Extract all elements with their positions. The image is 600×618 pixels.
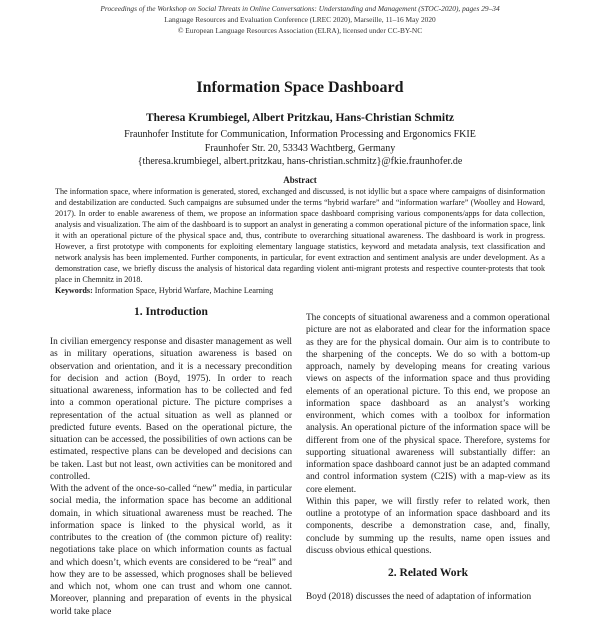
header-line-conference: Language Resources and Evaluation Conference (LREC 2020), Marseille, 11–16 May 2020 [164,15,436,24]
keywords-label: Keywords: [55,286,93,295]
keywords-text: Information Space, Hybrid Warfare, Machine Learning [94,286,274,295]
proceedings-header [60,3,540,36]
left-column [50,336,292,618]
abstract-text: The information space, where information is generated, stored, exchanged and discussed, is not idyllic but a space where campaigns of disinformation and destabilization are conducted. Such campaigns are subsumed under the terms “hybrid warfare” and “information warfare” (Woolley and Howard, 2017). In order to enable awareness of them, we propose an information space dashboard comprising various components/apps for data collection, analysis and visualization. The aim of the dashboard is to support an analyst in generating a common operational picture of the information space, link it with an operational picture of the physical space and, thus, contribute to overarching situational awareness. The dashboard is work in progress. However, a first prototype with components for exploiting elementary language statistics, keyword and metadata analysis, text classification and network analysis has been implemented. Further components, in particular, for event extraction and sentiment analysis are under development. As a demonstration case, we briefly discuss the analysis of historical data regarding violent anti-migrant protests and respective counter-protests that took place in Chemnitz in 2018. [55,187,545,284]
affiliation-institute: Fraunhofer Institute for Communication, Information Processing and Ergonomics FKIE [124,129,476,140]
right-column [306,312,550,603]
intro-paragraph-1: In civilian emergency response and disaster management as well as in military operations, situation awareness is based on observation and orientation, and it is a necessary precondition for decision and action (Boyd, 1975). In order to reach situational awareness, information has to be collected and fed into a common operational picture. The picture comprises a representation of the actual situation as well as planned or predicted future events. Based on the operational picture, the situation can be accessed, the possibilities of own actions can be estimated, respective plans can be developed and decisions can be taken. Last but not least, own activities can be monitored and controlled. [50,337,292,482]
header-line-license: © European Language Resources Association (ELRA), licensed under CC-BY-NC [177,26,423,35]
abstract-heading: Abstract [283,175,317,185]
intro-paragraph-4: Within this paper, we will firstly refer to related work, then outline a prototype of an information space dashboard and its components, describe a demonstration case, and, finally, conclude by summing up the results, name open issues and discuss obvious ethical questions. [306,496,550,556]
affiliation-address: Fraunhofer Str. 20, 53343 Wachtberg, Germany [204,142,396,154]
section-heading-introduction: 1. Introduction [134,306,208,318]
affiliation-emails: {theresa.krumbiegel, albert.pritzkau, hans-christian.schmitz}@fkie.fraunhofer.de [137,156,463,167]
related-work-paragraph: Boyd (2018) discusses the need of adaptation of information [306,592,532,602]
intro-paragraph-2: With the advent of the once-so-called “new” media, in particular social media, the information space has become an additional domain, in which situational awareness must be reached. The information space is linked to the physical world, as it contributes to the creation of (the common picture of) reality: negotiations take place on which information counts as factual and which doesn’t, which events are considered to be “real” and how they are to be assessed, which prognoses shall be believed and which not, whom one can trust and whom one cannot. Moreover, planning and preparation of events in the physical world take place [50,484,292,617]
intro-paragraph-3: The concepts of situational awareness and a common operational picture are not as elaborated and clear for the information space as they are for the physical domain. Our aim is to contribute to the sharpening of the concepts. We do so with a bottom-up approach, namely by developing means for creating various views on aspects of the information space and thus providing elements of an operational picture. To this end, we propose an information space dashboard as an analyst’s working environment, which comes with a toolbox for information analysis. An operational picture of the information space will be different from one of the physical space. Therefore, systems for supporting situational awareness will substantially differ: an information space dashboard cannot just be an adapted command and control information system (C2IS) with a map-view as its core element. [306,313,550,495]
section-heading-related-work: 2. Related Work [388,567,468,579]
keywords-line [55,285,545,296]
paper-title: Information Space Dashboard [196,79,404,96]
abstract-body [55,186,545,296]
affiliation-block [0,128,600,169]
paper-authors: Theresa Krumbiegel, Albert Pritzkau, Hans-Christian Schmitz [145,112,455,124]
header-line-proceedings: Proceedings of the Workshop on Social Threats in Online Conversations: Understanding and Management (STOC-2020), pages 29–34 [100,4,500,13]
